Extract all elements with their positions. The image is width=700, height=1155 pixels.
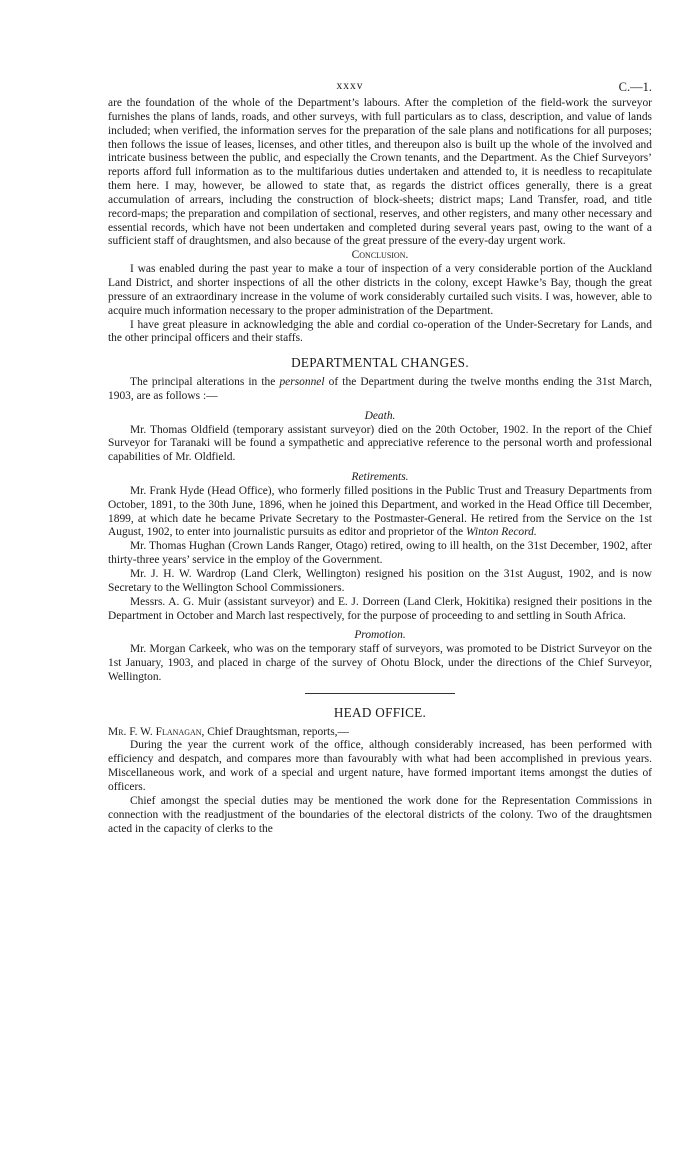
paper-reference: C.—1. [618, 80, 652, 94]
head-office-reporter [108, 726, 652, 740]
retirements-paragraph-1 [108, 485, 652, 540]
conclusion-paragraph-2: I have great pleasure in acknowledging the able and cordial co-operation of the Under-Secretary for Lands, and the other principal officers and their staffs. [108, 318, 652, 345]
reporter-name: Mr. F. W. Flanagan, [108, 725, 205, 738]
page-number: xxxv [336, 80, 364, 92]
departmental-changes-intro [108, 376, 652, 404]
departmental-changes-heading: DEPARTMENTAL CHANGES. [291, 355, 469, 371]
death-paragraph: Mr. Thomas Oldfield (temporary assistant surveyor) died on the 20th October, 1902. In the report of the Chief Surveyor for Taranaki will be found a sympathetic and appreciative reference to the personal worth and professional capabilities of Mr. Oldfield. [108, 423, 652, 464]
intro-text-a: The principal alterations in the [130, 376, 276, 389]
intro-emphasis: personnel [279, 376, 325, 389]
head-office-paragraph-1: During the year the current work of the office, although considerably increased, has been performed with efficiency and despatch, and compares more than favourably with what had been accomplished in previous years. Miscellaneous work, and work of a special and urgent nature, have formed important items amongst the duties of officers. [108, 739, 652, 793]
retirements-paragraph-2: Mr. Thomas Hughan (Crown Lands Ranger, Otago) retired, owing to ill health, on the 31st December, 1902, after thirty-three years’ service in the employ of the Government. [108, 540, 652, 567]
retirements-paragraph-4: Messrs. A. G. Muir (assistant surveyor) and E. J. Dorreen (Land Clerk, Hokitika) resigned their positions in the Department in October and March last respectively, for the purpose of proceeding to and settling in South Africa. [108, 595, 652, 622]
intro-text-b: of the Department during the twelve months ending the 31st March, 1903, are as follows :— [108, 376, 653, 402]
promotion-paragraph: Mr. Morgan Carkeek, who was on the temporary staff of surveyors, was promoted to be District Surveyor on the 1st January, 1903, and placed in charge of the survey of Ohotu Block, under the directions of the Chief Surveyor, Wellington. [108, 643, 652, 683]
retirements-paragraph-3: Mr. J. H. W. Wardrop (Land Clerk, Wellington) resigned his position on the 31st August, 1902, and is now Secretary to the Wellington School Commissioners. [108, 568, 652, 594]
death-heading: Death. [364, 409, 396, 422]
publication-title: Winton Record. [466, 526, 537, 539]
head-office-heading: HEAD OFFICE. [333, 704, 427, 720]
retirement-text: Mr. Frank Hyde (Head Office), who formerly filled positions in the Public Trust and Treasury Departments from October, 1891, to the 30th June, 1896, when he joined this Department, and worked in the Head Office till December, 1899, at which date he became Private Secretary to the Postmaster-General. He retired from the Service on the 1st August, 1902, to enter into journalistic pursuits as editor and proprietor of the [108, 484, 652, 539]
reporter-role: Chief Draughtsman, reports,— [207, 725, 349, 738]
retirements-heading: Retirements. [351, 471, 409, 484]
conclusion-heading: Conclusion. [351, 249, 409, 262]
promotion-heading: Promotion. [354, 629, 406, 642]
running-header [0, 80, 700, 96]
section-divider [305, 693, 455, 694]
conclusion-paragraph-1: I was enabled during the past year to make a tour of inspection of a very considerable portion of the Auckland Land District, and shorter inspections of all the other districts in the colony, except Hawke’s Bay, though the great pressure of an extraordinary increase in the volume of work considerably curtailed such visits. I was, however, able to acquire much information necessary to the proper administration of the Department. [108, 263, 652, 317]
body-text [108, 97, 652, 836]
paragraph-continued: are the foundation of the whole of the Department’s labours. After the completion of the field-work the surveyor furnishes the plans of lands, roads, and other surveys, with full particulars as to class, description, and value of lands included; when verified, the information serves for the preparation of the sale plans and notifications for all purposes; then follows the issue of leases, licenses, and other titles, and thereupon also is built up the whole of the involved and intricate business between the public, and especially the Crown tenants, and the Department. As the Chief Surveyors’ reports afford full information as to the multifarious duties undertaken and attended to, it is needless to recapitulate them here. I may, however, be allowed to state that, as regards the district offices generally, there is a great accumulation of arrears, including the construction of block-sheets; district maps; Land Transfer, road, and title record-maps; the preparation and compilation of sectional, reserves, and other registers, and many other necessary and essential records, which have not been undertaken and completed during several years past, owing to the want of a sufficient staff of draughtsmen, and also because of the great pressure of the every-day urgent work. [108, 97, 652, 248]
head-office-paragraph-2: Chief amongst the special duties may be mentioned the work done for the Representation Commissions in connection with the readjustment of the boundaries of the electoral districts of the colony. Two of the draughtsmen acted in the capacity of clerks to the [108, 794, 652, 835]
